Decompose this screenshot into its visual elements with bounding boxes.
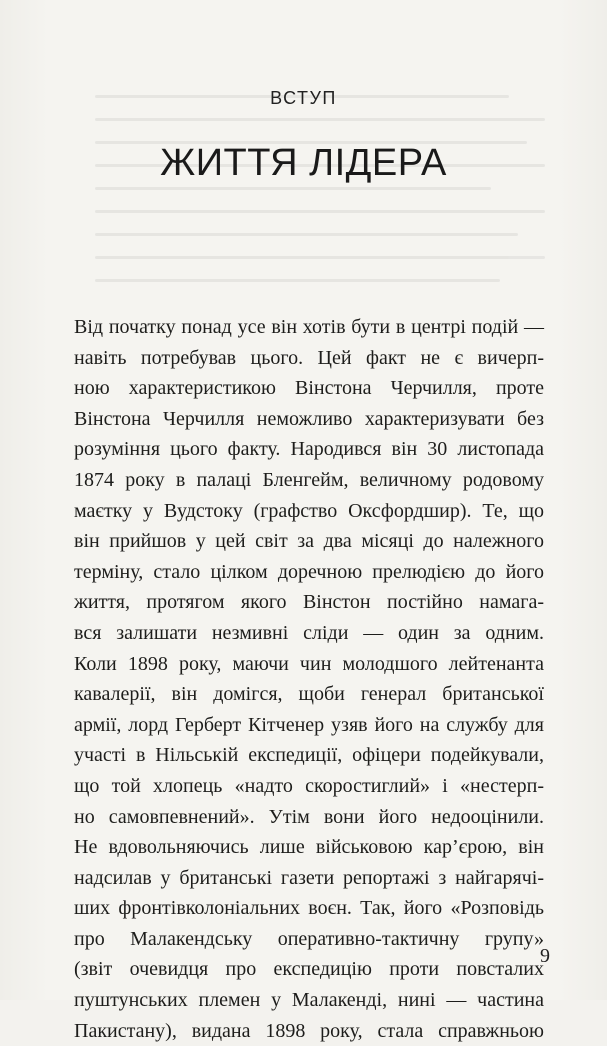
text-line: пуштунських племен у Малакенді, нині — частина [74,989,544,1012]
text-line: 1874 року в палаці Бленгейм, величному родовому [74,468,544,491]
text-line: навіть потребував цього. Цей факт не є вичерп- [74,346,544,369]
text-line: що той хлопець «надто скоростиглий» і «нестерп- [74,774,544,797]
text-line: вся залишати незмивні сліди — один за одним. [74,621,544,644]
text-line: (звіт очевидця про експедицію проти повсталих [74,958,544,981]
text-line: Від початку понад усе він хотів бути в центрі подій — [74,316,544,338]
text-line: армії, лорд Герберт Кітченер узяв його на службу для [74,713,544,736]
text-line: кавалерії, він домігся, щоби генерал британської [74,683,544,706]
text-line: про Малакендську оперативно-тактичну групу» [74,927,544,950]
text-line: но самовпевнений». Утім вони його недооцінили. [74,805,544,828]
chapter-label: ВСТУП [270,88,337,108]
text-line: він прийшов у цей світ за два місяці до належного [74,530,544,553]
chapter-title: ЖИТТЯ ЛІДЕРА [160,142,447,184]
body-text [74,312,544,1046]
text-line: Коли 1898 року, маючи чин молодшого лейтенанта [74,652,544,675]
text-line: участі в Нільській експедиції, офіцери подейкували, [74,744,544,767]
text-line: розуміння цього факту. Народився він 30 листопада [74,438,544,461]
text-line: ших фронтівколоніальних воєн. Так, його «Розповідь [74,897,544,920]
text-line: Вінстона Черчилля неможливо характеризувати без [74,407,544,430]
text-line: надсилав у британські газети репортажі з найгарячі- [74,866,544,889]
text-line: терміну, стало цілком доречною прелюдією до його [74,560,544,583]
page-number: 9 [540,945,550,967]
text-line: життя, протягом якого Вінстон постійно намага- [74,591,544,614]
text-line: Пакистану), видана 1898 року, стала справжньою [74,1019,544,1042]
text-line: маєтку у Вудстоку (графство Оксфордшир). Те, що [74,499,544,522]
text-line: ною характеристикою Вінстона Черчилля, проте [74,377,544,400]
show-through-text [95,95,545,305]
text-line: Не вдовольняючись лише військовою кар’єрою, він [74,836,544,859]
